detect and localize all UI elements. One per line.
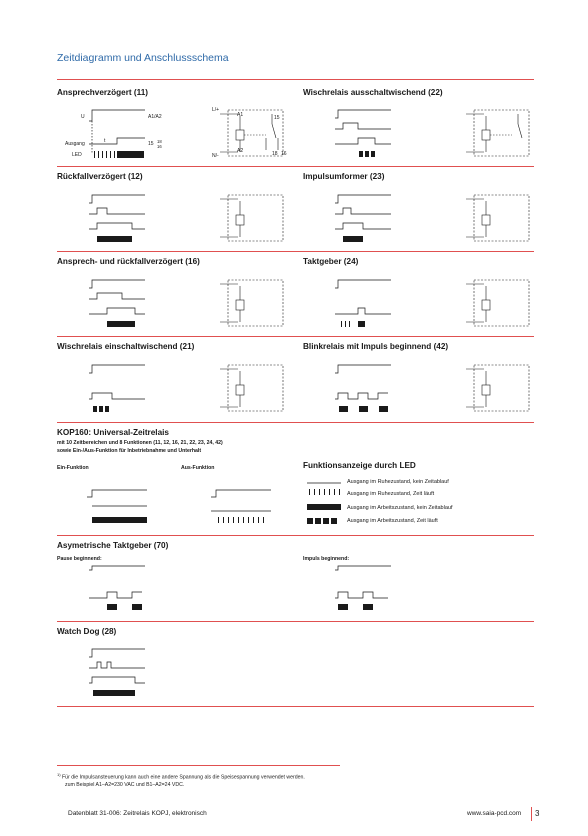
top-rule — [57, 79, 534, 80]
section-title-24: Taktgeber (24) — [303, 257, 359, 266]
page-number: 3 — [535, 809, 540, 818]
row-rule — [57, 336, 534, 337]
footer-divider — [531, 807, 532, 821]
kop160-desc-1: mit 10 Zeitbereichen und 8 Funktionen (11, 12, 16, 21, 22, 23, 24, 42) — [57, 440, 223, 446]
section-title-21: Wischrelais einschaltwischend (21) — [57, 342, 195, 351]
timing-diagram-24 — [303, 276, 413, 332]
footer-doc-title: Datenblatt 31-006: Zeitrelais KOPJ, elektronisch — [68, 810, 207, 817]
section-title-22: Wischrelais ausschaltwischend (22) — [303, 88, 443, 97]
wiring-a1: A1 — [237, 112, 244, 118]
footer-url[interactable]: www.saia-pcd.com — [467, 810, 522, 817]
wiring-diagram-16 — [210, 278, 290, 332]
led-legend-item-2: Ausgang im Ruhezustand, Zeit läuft — [347, 491, 435, 497]
signal-16: 16 — [157, 143, 162, 149]
wiring-diagram-22 — [456, 108, 536, 162]
kop160-desc-2: sowie Ein-/Aus-Funktion für Inbetriebnahme und Unterhalt — [57, 448, 202, 454]
aus-funktion-diagram — [181, 478, 301, 528]
section-title-23: Impulsumformer (23) — [303, 172, 385, 181]
section-title-28: Watch Dog (28) — [57, 627, 117, 636]
led-legend-item-1: Ausgang im Ruhezustand, kein Zeitablauf — [347, 479, 449, 485]
signal-18: 18 — [157, 139, 162, 144]
signal-ausgang: Ausgang — [65, 141, 85, 147]
ein-funktion-label: Ein-Funktion — [57, 465, 89, 471]
ein-funktion-diagram — [57, 478, 177, 528]
signal-u: U — [81, 114, 85, 120]
timing-diagram-12 — [57, 191, 167, 247]
wiring-16: 16 — [281, 151, 287, 157]
led-legend-title: Funktionsanzeige durch LED — [303, 461, 416, 470]
section-title-16: Ansprech- und rückfallverzögert (16) — [57, 257, 200, 266]
footnote-line-2: zum Beispiel A1–A2=230 VAC und B1–A2=24 VDC. — [65, 781, 185, 788]
timing-diagram-23 — [303, 191, 413, 247]
signal-15: 15 — [148, 141, 154, 147]
wiring-l-plus: L/+ — [212, 107, 220, 113]
timing-diagram-21 — [57, 361, 167, 417]
footnote — [57, 771, 357, 789]
wiring-18: 18 — [272, 151, 278, 157]
signal-t: t — [104, 138, 106, 144]
timing-diagram-70-impuls — [303, 562, 413, 618]
section-title-12: Rückfallverzögert (12) — [57, 172, 143, 181]
section-title-70: Asymetrische Taktgeber (70) — [57, 541, 169, 550]
signal-a1a2: A1/A2 — [148, 114, 162, 120]
section-title-42: Blinkrelais mit Impuls beginnend (42) — [303, 342, 449, 351]
impuls-beginnend-label: Impuls beginnend: — [303, 556, 350, 562]
row-rule — [57, 535, 534, 536]
pause-beginnend-label: Pause beginnend: — [57, 556, 102, 562]
wiring-15: 15 — [274, 115, 280, 121]
bottom-rule — [57, 706, 534, 707]
section-title-11: Ansprechverzögert (11) — [57, 88, 149, 97]
row-rule — [57, 621, 534, 622]
wiring-n-minus: N/- — [212, 153, 219, 159]
row-rule — [57, 422, 534, 423]
timing-diagram-28 — [57, 645, 167, 701]
wiring-diagram-12 — [210, 193, 290, 247]
wiring-diagram-21 — [210, 363, 290, 417]
footnote-rule — [57, 765, 340, 766]
footnote-mark: 1) — [57, 772, 61, 777]
row-rule — [57, 251, 534, 252]
timing-diagram-42 — [303, 361, 413, 417]
row-rule — [57, 166, 534, 167]
wiring-diagram-24 — [456, 278, 536, 332]
led-legend-symbols — [303, 476, 343, 532]
page-title: Zeitdiagramm und Anschlussschema — [57, 52, 229, 64]
timing-diagram-22 — [303, 106, 413, 164]
signal-led: LED — [72, 152, 82, 158]
led-legend-item-4: Ausgang im Arbeitszustand, Zeit läuft — [347, 518, 438, 524]
wiring-diagram-23 — [456, 193, 536, 247]
led-legend-item-3: Ausgang im Arbeitszustand, kein Zeitablauf — [347, 505, 453, 511]
wiring-a2: A2 — [237, 148, 244, 154]
timing-diagram-16 — [57, 276, 167, 332]
kop160-title: KOP160: Universal-Zeitrelais — [57, 428, 169, 437]
aus-funktion-label: Aus-Funktion — [181, 465, 215, 471]
footnote-line-1: Für die Impulsansteuerung kann auch eine andere Spannung als die Speisespannung verwendet werden. — [62, 774, 305, 781]
timing-diagram-70-pause — [57, 562, 167, 618]
wiring-diagram-42 — [456, 363, 536, 417]
